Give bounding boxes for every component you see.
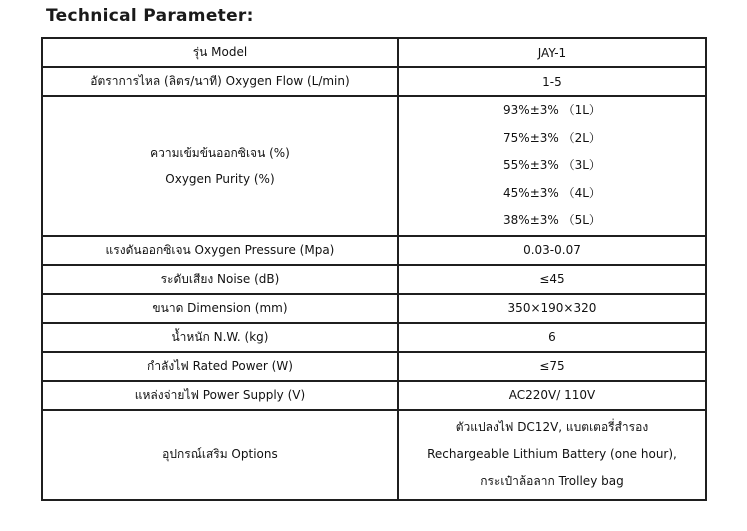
table-row xyxy=(42,236,706,265)
param-value-noise: ≤45 xyxy=(398,265,706,294)
param-value-rated-power: ≤75 xyxy=(398,352,706,381)
param-label-rated-power: กำลังไฟ Rated Power (W) xyxy=(42,352,398,381)
param-value-oxygen-flow: 1-5 xyxy=(398,67,706,96)
param-label-net-weight: น้ำหนัก N.W. (kg) xyxy=(42,323,398,352)
option-item: Rechargeable Lithium Battery (one hour), xyxy=(427,447,677,462)
purity-value: 55%±3% （3L） xyxy=(503,158,601,173)
param-label-oxygen-pressure: แรงดันออกซิเจน Oxygen Pressure (Mpa) xyxy=(42,236,398,265)
section-heading: Technical Parameter: xyxy=(46,6,254,26)
param-label-model: รุ่น Model xyxy=(42,38,398,67)
technical-parameter-table xyxy=(41,37,707,501)
param-value-model: JAY-1 xyxy=(398,38,706,67)
table-row xyxy=(42,67,706,96)
purity-value: 38%±3% （5L） xyxy=(503,213,601,228)
purity-label-thai: ความเข้มข้นออกซิเจน (%) xyxy=(150,145,290,160)
purity-value: 93%±3% （1L） xyxy=(503,103,601,117)
param-label-power-supply: แหล่งจ่ายไฟ Power Supply (V) xyxy=(42,381,398,410)
table-row xyxy=(42,381,706,410)
table-row xyxy=(42,410,706,500)
purity-value: 45%±3% （4L） xyxy=(503,185,601,200)
param-value-net-weight: 6 xyxy=(398,323,706,352)
table-row xyxy=(42,294,706,323)
table-row xyxy=(42,38,706,67)
param-label-dimension: ขนาด Dimension (mm) xyxy=(42,294,398,323)
purity-value: 75%±3% （2L） xyxy=(503,130,601,145)
table-row xyxy=(42,96,706,236)
option-item: ตัวแปลงไฟ DC12V, แบตเตอรี่สำรอง xyxy=(455,420,649,435)
table-row xyxy=(42,265,706,294)
param-label-noise: ระดับเสียง Noise (dB) xyxy=(42,265,398,294)
param-value-power-supply: AC220V/ 110V xyxy=(398,381,706,410)
table-row xyxy=(42,323,706,352)
option-item: กระเป๋าล้อลาก Trolley bag xyxy=(480,474,624,489)
param-value-oxygen-pressure: 0.03-0.07 xyxy=(398,236,706,265)
param-value-options xyxy=(398,410,706,500)
table-row xyxy=(42,352,706,381)
param-label-options: อุปกรณ์เสริม Options xyxy=(42,410,398,500)
param-value-dimension: 350×190×320 xyxy=(398,294,706,323)
param-label-oxygen-flow: อัตราการไหล (ลิตร/นาที) Oxygen Flow (L/min) xyxy=(42,67,398,96)
purity-label-english: Oxygen Purity (%) xyxy=(165,171,275,186)
param-label-oxygen-purity xyxy=(42,96,398,236)
param-value-oxygen-purity xyxy=(398,96,706,236)
